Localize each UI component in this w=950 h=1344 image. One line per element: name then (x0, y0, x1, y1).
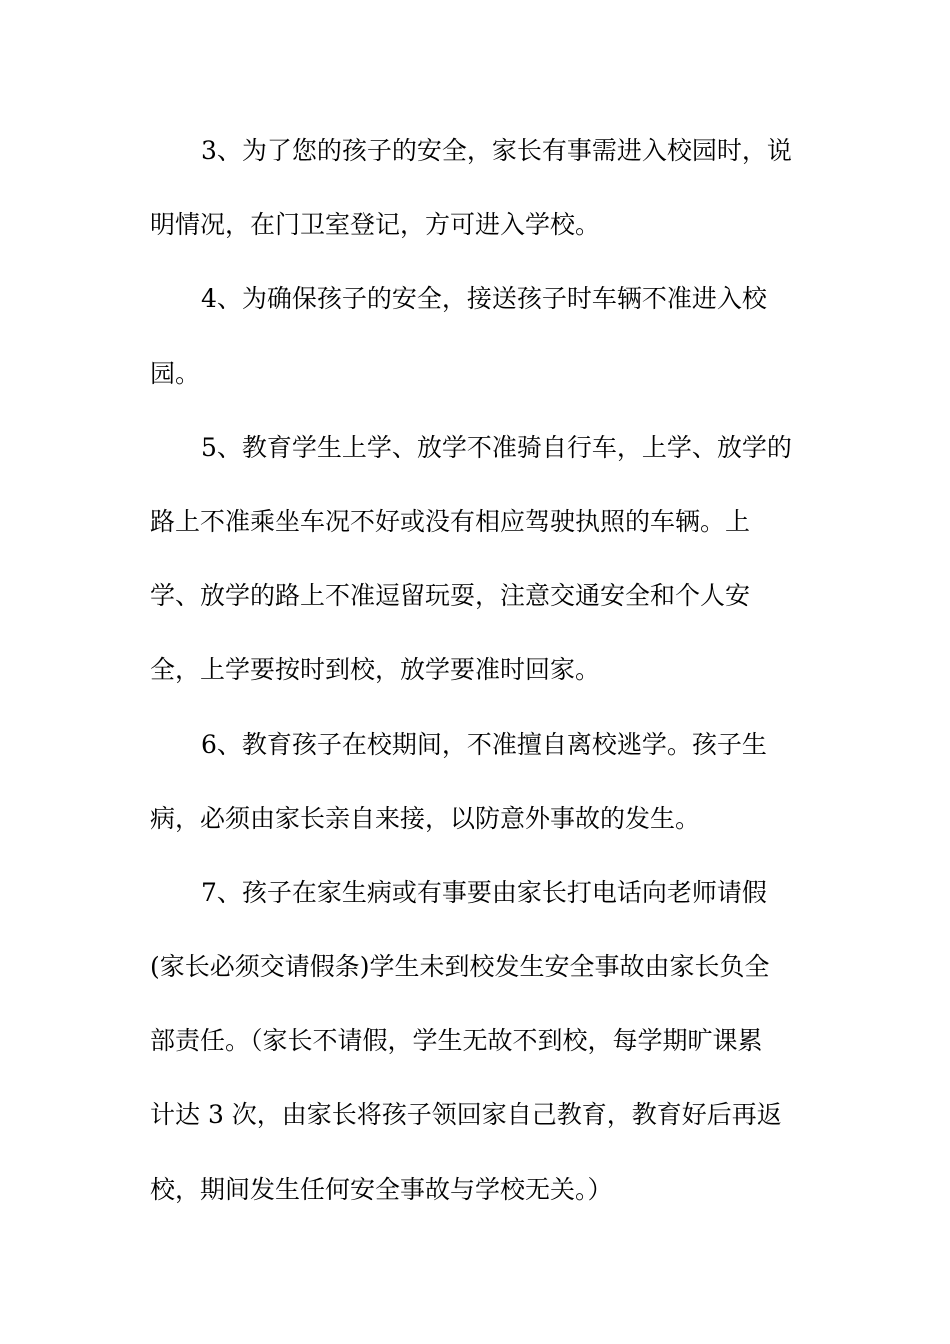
paragraph-5-line-2: 路上不准乘坐车况不好或没有相应驾驶执照的车辆。上 (150, 506, 751, 536)
document-body (150, 114, 810, 1227)
paragraph-6-line-2: 病，必须由家长亲自来接，以防意外事故的发生。 (150, 803, 701, 833)
paragraph-7-line-3: 部责任。（家长不请假，学生无故不到校，每学期旷课累 (150, 1026, 763, 1056)
paragraph-7-line-5: 校，期间发生任何安全事故与学校无关。） (150, 1174, 613, 1204)
paragraph-7-line-4: 计达 3 次，由家长将孩子领回家自己教育，教育好后再返 (150, 1100, 782, 1130)
paragraph-3-line-2: 明情况，在门卫室登记，方可进入学校。 (150, 210, 601, 240)
paragraph-6-line-1: 6、教育孩子在校期间，不准擅自离校逃学。孩子生 (201, 729, 767, 759)
paragraph-4-line-1: 4、为确保孩子的安全，接送孩子时车辆不准进入校 (201, 284, 767, 314)
paragraph-7-line-1: 7、孩子在家生病或有事要由家长打电话向老师请假 (201, 877, 767, 907)
paragraph-5-line-3: 学、放学的路上不准逗留玩耍，注意交通安全和个人安 (150, 581, 751, 611)
paragraph-4-line-2: 园。 (150, 358, 201, 388)
paragraph-3-line-1: 3、为了您的孩子的安全，家长有事需进入校园时，说 (201, 136, 792, 165)
paragraph-5-line-1: 5、教育学生上学、放学不准骑自行车，上学、放学的 (201, 432, 792, 462)
paragraph-7-line-2: (家长必须交请假条)学生未到校发生安全事故由家长负全 (150, 952, 770, 982)
paragraph-5-line-4: 全，上学要按时到校，放学要准时回家。 (150, 655, 601, 685)
